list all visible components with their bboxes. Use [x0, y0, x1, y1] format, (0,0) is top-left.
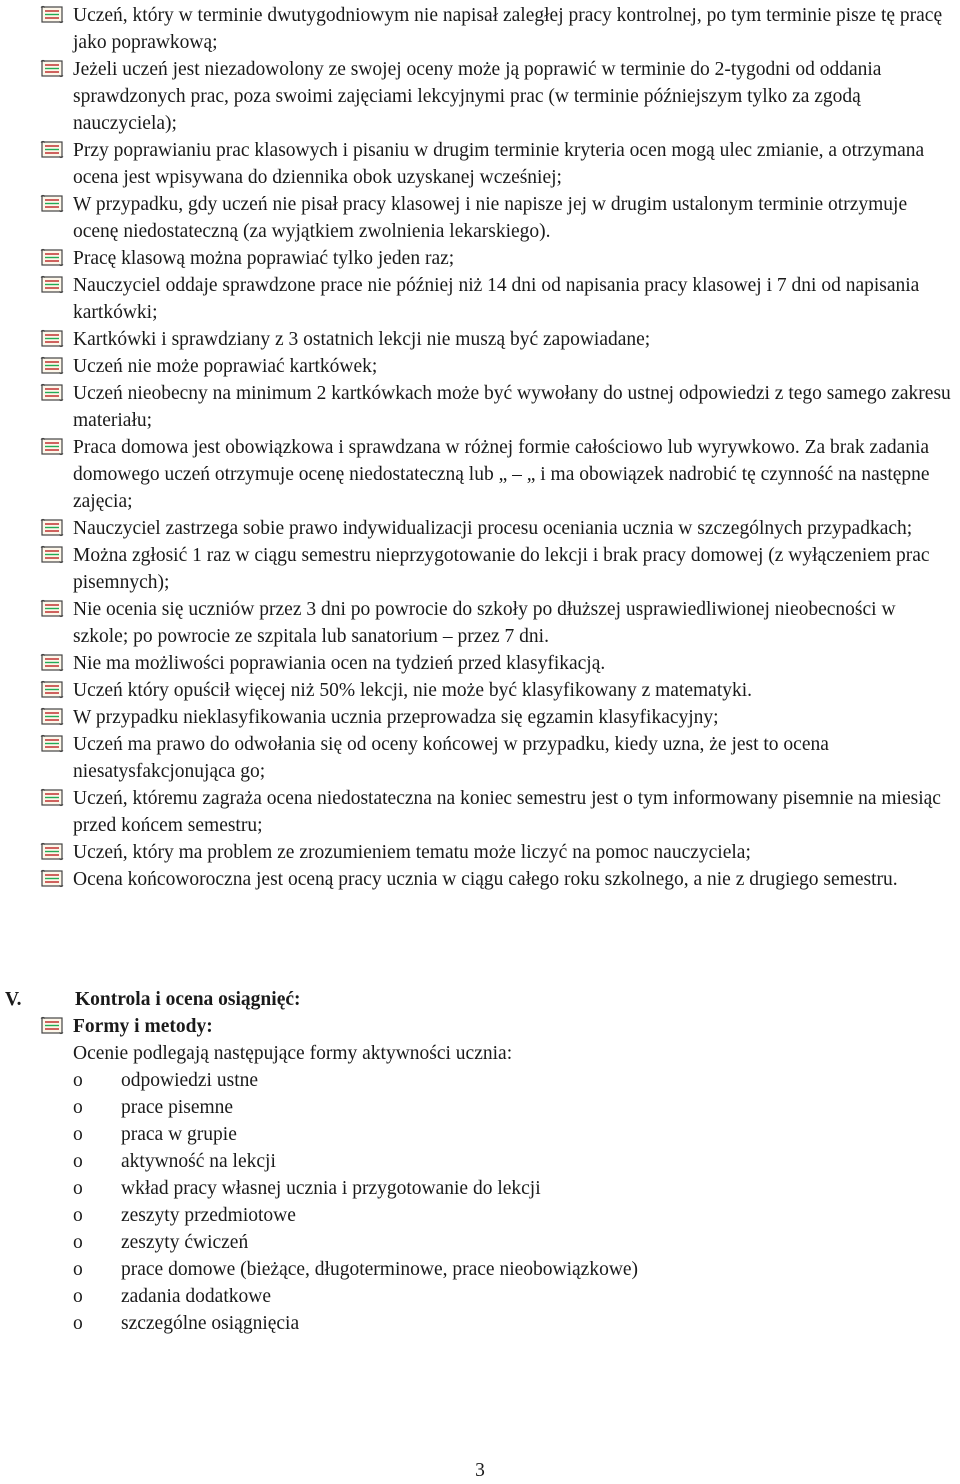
scroll-list-icon — [40, 329, 64, 348]
rule-text: Nauczyciel zastrzega sobie prawo indywidualizacji procesu oceniania ucznia w szczególnych przypadkach; — [73, 518, 913, 539]
forms-intro: Ocenie podlegają następujące formy aktywności ucznia: — [73, 1043, 513, 1064]
scroll-list-icon — [40, 59, 64, 78]
bullet-marker: o — [73, 1313, 83, 1334]
form-item-text: zeszyty ćwiczeń — [121, 1232, 249, 1253]
rule-text: Pracę klasową można poprawiać tylko jeden raz; — [73, 248, 455, 269]
scroll-list-icon — [40, 653, 64, 672]
rule-text: Uczeń nie może poprawiać kartkówek; — [73, 356, 378, 377]
rule-text: Uczeń który opuścił więcej niż 50% lekcji, nie może być klasyfikowany z matematyki. — [73, 680, 753, 701]
section-number: V. — [5, 989, 22, 1010]
bullet-marker: o — [73, 1286, 83, 1307]
rule-item — [40, 785, 955, 839]
rule-item — [40, 272, 955, 326]
rule-item — [40, 326, 955, 353]
form-item — [73, 1148, 920, 1175]
form-item — [73, 1310, 920, 1337]
scroll-list-icon — [40, 140, 64, 159]
rule-item — [40, 191, 955, 245]
rule-text: W przypadku, gdy uczeń nie pisał pracy klasowej i nie napisze jej w drugim ustalonym terminie otrzymuje ocenę niedostateczną (za wyjątkiem zwolnienia lekarskiego). — [73, 194, 908, 242]
forms-heading — [40, 1013, 920, 1040]
scroll-list-icon — [40, 194, 64, 213]
rule-text: Nauczyciel oddaje sprawdzone prace nie później niż 14 dni od napisania pracy klasowej i 7 dni od napisania kartkówki; — [73, 275, 920, 323]
form-item-text: szczególne osiągnięcia — [121, 1313, 300, 1334]
rule-item — [40, 434, 955, 515]
scroll-list-icon — [40, 869, 64, 888]
form-item-text: zadania dodatkowe — [121, 1286, 271, 1307]
rule-text: Ocena końcoworoczna jest oceną pracy ucznia w ciągu całego roku szkolnego, a nie z drugiego semestru. — [73, 869, 898, 890]
rule-text: Kartkówki i sprawdziany z 3 ostatnich lekcji nie muszą być zapowiadane; — [73, 329, 651, 350]
scroll-list-icon — [40, 842, 64, 861]
scroll-list-icon — [40, 734, 64, 753]
scroll-list-icon — [40, 545, 64, 564]
scroll-list-icon — [40, 788, 64, 807]
rule-item — [40, 542, 955, 596]
rules-list — [40, 2, 955, 893]
forms-list — [40, 1067, 920, 1337]
rule-item — [40, 353, 955, 380]
scroll-list-icon — [40, 356, 64, 375]
rule-item — [40, 704, 955, 731]
scroll-list-icon — [40, 5, 64, 24]
rule-item — [40, 866, 955, 893]
scroll-list-icon — [40, 275, 64, 294]
bullet-marker: o — [73, 1124, 83, 1145]
page-number: 3 — [475, 1460, 485, 1481]
rule-text: Uczeń ma prawo do odwołania się od oceny końcowej w przypadku, kiedy uzna, że jest to ocena niesatysfakcjonująca go; — [73, 734, 829, 782]
rule-item — [40, 731, 955, 785]
scroll-list-icon — [40, 383, 64, 402]
form-item-text: prace domowe (bieżące, długoterminowe, prace nieobowiązkowe) — [121, 1259, 639, 1280]
bullet-marker: o — [73, 1205, 83, 1226]
rule-item — [40, 839, 955, 866]
rule-text: Można zgłosić 1 raz w ciągu semestru nieprzygotowanie do lekcji i brak pracy domowej (z wyłączeniem prac pisemnych); — [73, 545, 930, 593]
bullet-marker: o — [73, 1151, 83, 1172]
scroll-list-icon — [40, 707, 64, 726]
scroll-list-icon — [40, 518, 64, 537]
form-item-text: zeszyty przedmiotowe — [121, 1205, 296, 1226]
rule-text: Uczeń, który ma problem ze zrozumieniem tematu może liczyć na pomoc nauczyciela; — [73, 842, 751, 863]
form-item — [73, 1175, 920, 1202]
rule-item — [40, 56, 955, 137]
rule-item — [40, 677, 955, 704]
rule-text: Praca domowa jest obowiązkowa i sprawdzana w różnej formie całościowo lub wyrywkowo. Za brak zadania domowego uczeń otrzymuje ocenę niedostateczną lub „ – „ i ma obowiązek nadrobić tę czynność na następne zajęcia; — [73, 437, 930, 512]
form-item-text: prace pisemne — [121, 1097, 234, 1118]
rule-text: Nie ma możliwości poprawiania ocen na tydzień przed klasyfikacją. — [73, 653, 606, 674]
bullet-marker: o — [73, 1232, 83, 1253]
form-item-text: aktywność na lekcji — [121, 1151, 276, 1172]
form-item-text: odpowiedzi ustne — [121, 1070, 259, 1091]
rule-text: Nie ocenia się uczniów przez 3 dni po powrocie do szkoły po dłuższej usprawiedliwionej nieobecności w szkole; po powrocie ze szpitala lub sanatorium – przez 7 dni. — [73, 599, 896, 647]
forms-title: Formy i metody: — [73, 1016, 213, 1037]
form-item — [73, 1229, 920, 1256]
rule-text: Uczeń, któremu zagraża ocena niedostateczna na koniec semestru jest o tym informowany pisemnie na miesiąc przed końcem semestru; — [73, 788, 941, 836]
form-item — [73, 1256, 920, 1283]
scroll-list-icon — [40, 248, 64, 267]
form-item — [73, 1094, 920, 1121]
rule-item — [40, 380, 955, 434]
rule-item — [40, 2, 955, 56]
rule-text: Przy poprawianiu prac klasowych i pisaniu w drugim terminie kryteria ocen mogą ulec zmianie, a otrzymana ocena jest wpisywana do dziennika obok uzyskanej wcześniej; — [73, 140, 925, 188]
section-title: Kontrola i ocena osiągnięć: — [75, 989, 301, 1010]
rule-text: W przypadku nieklasyfikowania ucznia przeprowadza się egzamin klasyfikacyjny; — [73, 707, 719, 728]
rule-text: Uczeń nieobecny na minimum 2 kartkówkach może być wywołany do ustnej odpowiedzi z tego samego zakresu materiału; — [73, 383, 951, 431]
form-item — [73, 1202, 920, 1229]
form-item — [73, 1067, 920, 1094]
scroll-list-icon — [40, 599, 64, 618]
rule-text: Jeżeli uczeń jest niezadowolony ze swojej oceny może ją poprawić w terminie do 2-tygodni od oddania sprawdzonych prac, poza swoimi zajęciami lekcyjnymi prac (w terminie późniejszym tylko za zgodą nauczyciela); — [73, 59, 882, 134]
scroll-list-icon — [40, 437, 64, 456]
form-item-text: praca w grupie — [121, 1124, 237, 1145]
rule-text: Uczeń, który w terminie dwutygodniowym nie napisał zaległej pracy kontrolnej, po tym terminie pisze tę pracę jako poprawkową; — [73, 5, 943, 53]
rule-item — [40, 650, 955, 677]
forms-section — [40, 1013, 920, 1337]
bullet-marker: o — [73, 1178, 83, 1199]
bullet-marker: o — [73, 1259, 83, 1280]
form-item — [73, 1283, 920, 1310]
section-heading — [5, 986, 301, 1013]
scroll-list-icon — [40, 1016, 64, 1035]
rule-item — [40, 596, 955, 650]
rule-item — [40, 515, 955, 542]
bullet-marker: o — [73, 1097, 83, 1118]
form-item — [73, 1121, 920, 1148]
bullet-marker: o — [73, 1070, 83, 1091]
form-item-text: wkład pracy własnej ucznia i przygotowanie do lekcji — [121, 1178, 541, 1199]
scroll-list-icon — [40, 680, 64, 699]
rule-item — [40, 245, 955, 272]
rule-item — [40, 137, 955, 191]
